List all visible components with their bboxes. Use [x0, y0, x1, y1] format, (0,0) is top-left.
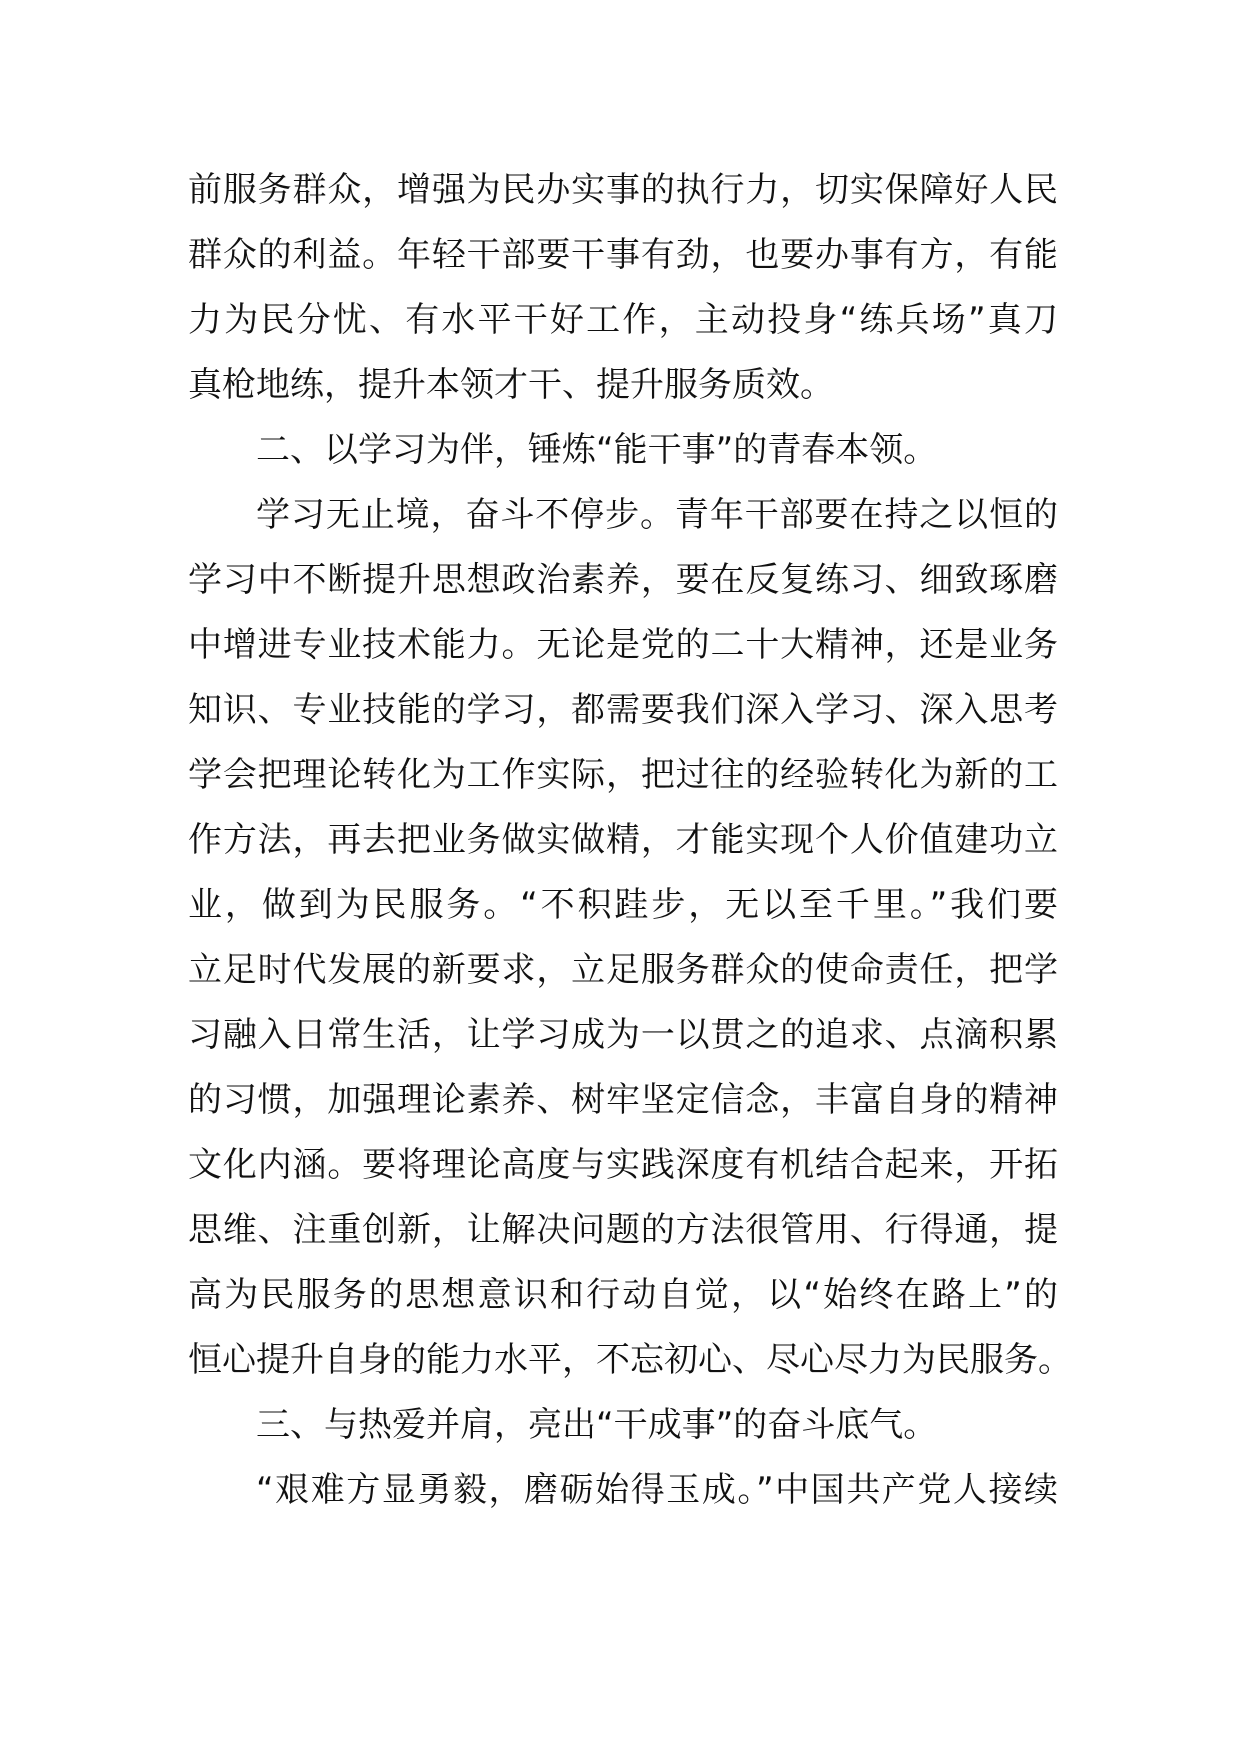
- text-line: 文化内涵。要将理论高度与实践深度有机结合起来，开拓: [188, 1145, 1058, 1185]
- text-line: 中增进专业技术能力。无论是党的二十大精神，还是业务: [188, 625, 1058, 665]
- text-line: 高为民服务的思想意识和行动自觉，以“始终在路上”的: [188, 1275, 1058, 1315]
- section-heading-2: 二、以学习为伴，锤炼“能干事”的青春本领。: [256, 430, 938, 470]
- text-line: 业，做到为民服务。“不积跬步，无以至千里。”我们要: [188, 885, 1058, 925]
- text-line: “艰难方显勇毅，磨砺始得玉成。”中国共产党人接续: [256, 1470, 1058, 1510]
- section-heading-3: 三、与热爱并肩，亮出“干成事”的奋斗底气。: [256, 1405, 938, 1445]
- document-body: [188, 158, 1072, 1523]
- text-line: 前服务群众，增强为民办实事的执行力，切实保障好人民: [188, 170, 1058, 210]
- text-line: 学习无止境，奋斗不停步。青年干部要在持之以恒的: [256, 495, 1058, 535]
- text-line: 作方法，再去把业务做实做精，才能实现个人价值建功立: [188, 820, 1058, 860]
- text-line: 力为民分忧、有水平干好工作，主动投身“练兵场”真刀: [188, 300, 1058, 340]
- text-line: 群众的利益。年轻干部要干事有劲，也要办事有方，有能: [188, 235, 1058, 275]
- text-line: 学习中不断提升思想政治素养，要在反复练习、细致琢磨: [188, 560, 1058, 600]
- text-line: 的习惯，加强理论素养、树牢坚定信念，丰富自身的精神: [188, 1080, 1058, 1120]
- text-line: 思维、注重创新，让解决问题的方法很管用、行得通，提: [188, 1210, 1058, 1250]
- text-line: 恒心提升自身的能力水平，不忘初心、尽心尽力为民服务。: [188, 1340, 1072, 1380]
- text-line: 学会把理论转化为工作实际，把过往的经验转化为新的工: [188, 755, 1058, 795]
- text-line: 习融入日常生活，让学习成为一以贯之的追求、点滴积累: [188, 1015, 1058, 1055]
- text-line: 真枪地练，提升本领才干、提升服务质效。: [188, 365, 834, 405]
- text-line: 立足时代发展的新要求，立足服务群众的使命责任，把学: [188, 950, 1058, 990]
- text-line: 知识、专业技能的学习，都需要我们深入学习、深入思考: [188, 690, 1058, 730]
